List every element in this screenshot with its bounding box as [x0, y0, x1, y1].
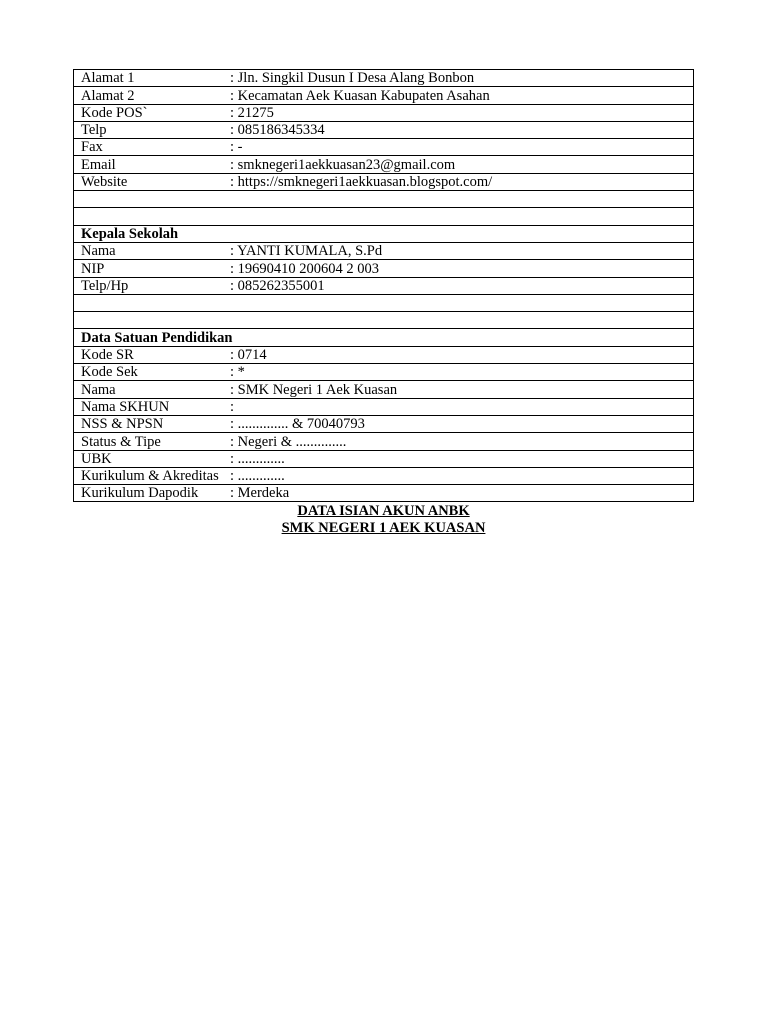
row-value: : 21275	[228, 104, 694, 121]
empty-row	[74, 191, 694, 208]
row-value: : Negeri & ..............	[228, 433, 694, 450]
title-line-2: SMK NEGERI 1 AEK KUASAN	[281, 520, 486, 537]
row-label: Nama	[74, 381, 229, 398]
empty-cell	[74, 312, 694, 329]
table-row	[74, 485, 694, 502]
row-label: Nama SKHUN	[74, 398, 229, 415]
document-titles	[73, 503, 694, 537]
row-value: : Jln. Singkil Dusun I Desa Alang Bonbon	[228, 70, 694, 87]
row-value: : Kecamatan Aek Kuasan Kabupaten Asahan	[228, 87, 694, 104]
table-row	[74, 277, 694, 294]
row-label: UBK	[74, 450, 229, 467]
section-heading-kepala-sekolah: Kepala Sekolah	[74, 225, 694, 242]
table-row	[74, 139, 694, 156]
table-row	[74, 415, 694, 432]
row-label: Email	[74, 156, 229, 173]
empty-row	[74, 294, 694, 311]
table-row	[74, 87, 694, 104]
row-value: : 085262355001	[228, 277, 694, 294]
row-label: Website	[74, 173, 229, 190]
row-label: Kurikulum & Akreditas	[74, 467, 229, 484]
empty-row	[74, 208, 694, 225]
table-row	[74, 398, 694, 415]
row-value: :	[228, 398, 694, 415]
section-heading-row	[74, 329, 694, 346]
row-label: Alamat 1	[74, 70, 229, 87]
row-value: : *	[228, 364, 694, 381]
empty-row	[74, 312, 694, 329]
row-label: Kode POS`	[74, 104, 229, 121]
table-row	[74, 121, 694, 138]
row-value: : 0714	[228, 346, 694, 363]
table-row	[74, 260, 694, 277]
row-label: NIP	[74, 260, 229, 277]
row-value: : SMK Negeri 1 Aek Kuasan	[228, 381, 694, 398]
row-value: : smknegeri1aekkuasan23@gmail.com	[228, 156, 694, 173]
row-value: : .............	[228, 450, 694, 467]
table-row	[74, 70, 694, 87]
row-label: Kode SR	[74, 346, 229, 363]
table-row	[74, 346, 694, 363]
row-label: Nama	[74, 242, 229, 259]
table-row	[74, 156, 694, 173]
row-label: Telp/Hp	[74, 277, 229, 294]
row-label: Kurikulum Dapodik	[74, 485, 229, 502]
document-sheet	[73, 69, 694, 537]
empty-cell	[74, 191, 694, 208]
table-row	[74, 173, 694, 190]
empty-cell	[74, 294, 694, 311]
section-heading-data-satuan-pendidikan: Data Satuan Pendidikan	[74, 329, 694, 346]
title-line-1: DATA ISIAN AKUN ANBK	[297, 503, 470, 520]
row-value: : 19690410 200604 2 003	[228, 260, 694, 277]
table-row	[74, 467, 694, 484]
table-row	[74, 104, 694, 121]
row-label: Fax	[74, 139, 229, 156]
empty-cell	[74, 208, 694, 225]
table-row	[74, 433, 694, 450]
row-label: NSS & NPSN	[74, 415, 229, 432]
row-value: : 085186345334	[228, 121, 694, 138]
row-label: Kode Sek	[74, 364, 229, 381]
row-value: : YANTI KUMALA, S.Pd	[228, 242, 694, 259]
row-label: Status & Tipe	[74, 433, 229, 450]
section-heading-row	[74, 225, 694, 242]
row-value: : .............. & 70040793	[228, 415, 694, 432]
table-row	[74, 242, 694, 259]
row-label: Alamat 2	[74, 87, 229, 104]
school-data-table	[73, 69, 694, 502]
table-row	[74, 381, 694, 398]
row-value: : -	[228, 139, 694, 156]
row-label: Telp	[74, 121, 229, 138]
row-value: : .............	[228, 467, 694, 484]
row-value: : https://smknegeri1aekkuasan.blogspot.com/	[228, 173, 694, 190]
row-value: : Merdeka	[228, 485, 694, 502]
table-row	[74, 364, 694, 381]
table-row	[74, 450, 694, 467]
